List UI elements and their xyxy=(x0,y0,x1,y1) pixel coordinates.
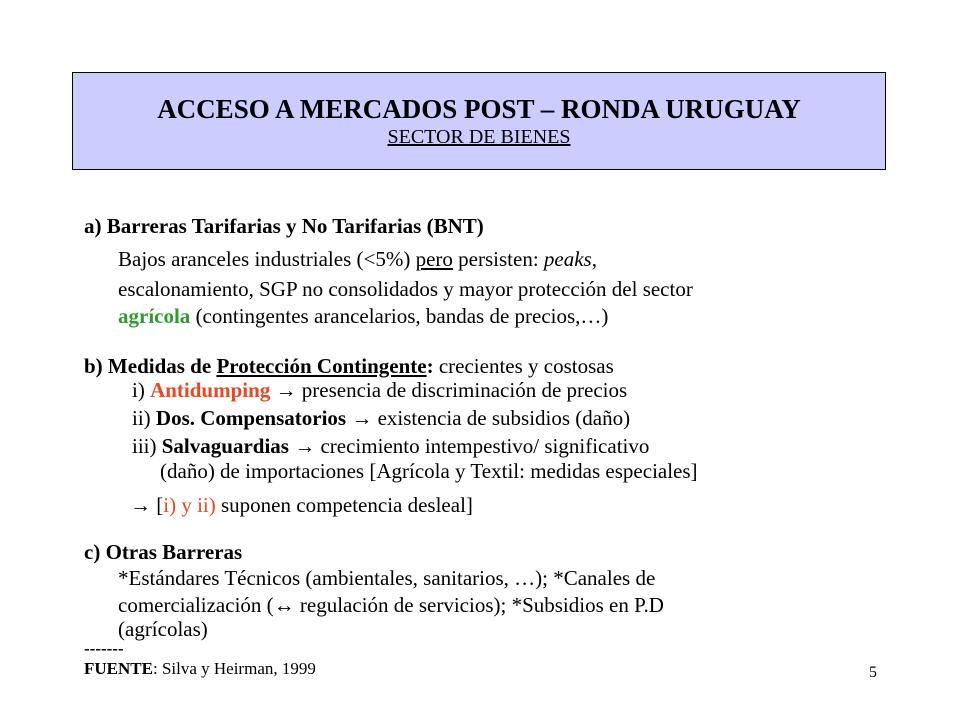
text-span: peaks xyxy=(543,247,592,271)
text-span: Bajos aranceles industriales (<5%) xyxy=(118,247,416,271)
text-span: i) y ii) xyxy=(163,493,216,517)
footer-divider: ------- xyxy=(84,639,124,658)
text-span: : xyxy=(426,354,434,378)
section-a-heading: a) Barreras Tarifarias y No Tarifarias (BNT) xyxy=(84,214,484,238)
text-span: persisten: xyxy=(452,247,544,271)
section-b-item-ii xyxy=(132,406,630,430)
text-span: (contingentes arancelarios, bandas de precios,…) xyxy=(190,304,609,328)
text-span: suponen competencia desleal] xyxy=(215,493,473,517)
text-span: crecientes y costosas xyxy=(433,354,614,378)
text-span: pero xyxy=(415,247,453,271)
section-b-item-iii xyxy=(132,434,649,458)
text-span: FUENTE xyxy=(84,659,153,678)
text-span: Dos. Compensatorios xyxy=(155,406,347,430)
text-span: ii) xyxy=(132,406,156,430)
section-a-line-2: escalonamiento, SGP no consolidados y mayor protección del sector xyxy=(118,277,693,301)
text-span: b) Medidas de xyxy=(84,354,217,378)
text-span: iii) xyxy=(132,434,162,458)
text-span: Salvaguardias xyxy=(161,434,289,458)
text-span: → existencia de subsidios (daño) xyxy=(346,406,631,430)
text-span: → [ xyxy=(130,493,164,517)
text-span: i) xyxy=(132,378,151,402)
section-c-heading: c) Otras Barreras xyxy=(84,540,243,564)
section-c-line-3: (agrícolas) xyxy=(118,617,208,641)
slide-title: ACCESO A MERCADOS POST – RONDA URUGUAY xyxy=(157,94,801,124)
section-b-heading xyxy=(84,354,614,378)
text-span: → crecimiento intempestivo/ significativo xyxy=(288,434,650,458)
text-span: , xyxy=(591,247,597,271)
page-number: 5 xyxy=(869,664,877,681)
text-span: : Silva y Heirman, 1999 xyxy=(152,659,316,678)
text-span: Protección Contingente xyxy=(216,354,427,378)
text-span: agrícola xyxy=(118,304,191,328)
footer-source xyxy=(84,657,316,681)
section-b-conclusion xyxy=(130,493,473,517)
text-span: → presencia de discriminación de precios xyxy=(270,378,628,402)
text-span: Antidumping xyxy=(150,378,271,402)
section-b-item-i xyxy=(132,378,627,402)
title-box xyxy=(72,72,886,170)
slide-subtitle: SECTOR DE BIENES xyxy=(387,126,571,148)
section-c-line-1: *Estándares Técnicos (ambientales, sanitarios, …); *Canales de xyxy=(118,566,656,590)
section-c-line-2: comercialización (↔ regulación de servicios); *Subsidios en P.D xyxy=(118,593,664,617)
section-b-item-iii-continued: (daño) de importaciones [Agrícola y Textil: medidas especiales] xyxy=(160,459,698,483)
section-a-line-1 xyxy=(118,247,597,271)
section-a-line-3 xyxy=(118,304,608,328)
